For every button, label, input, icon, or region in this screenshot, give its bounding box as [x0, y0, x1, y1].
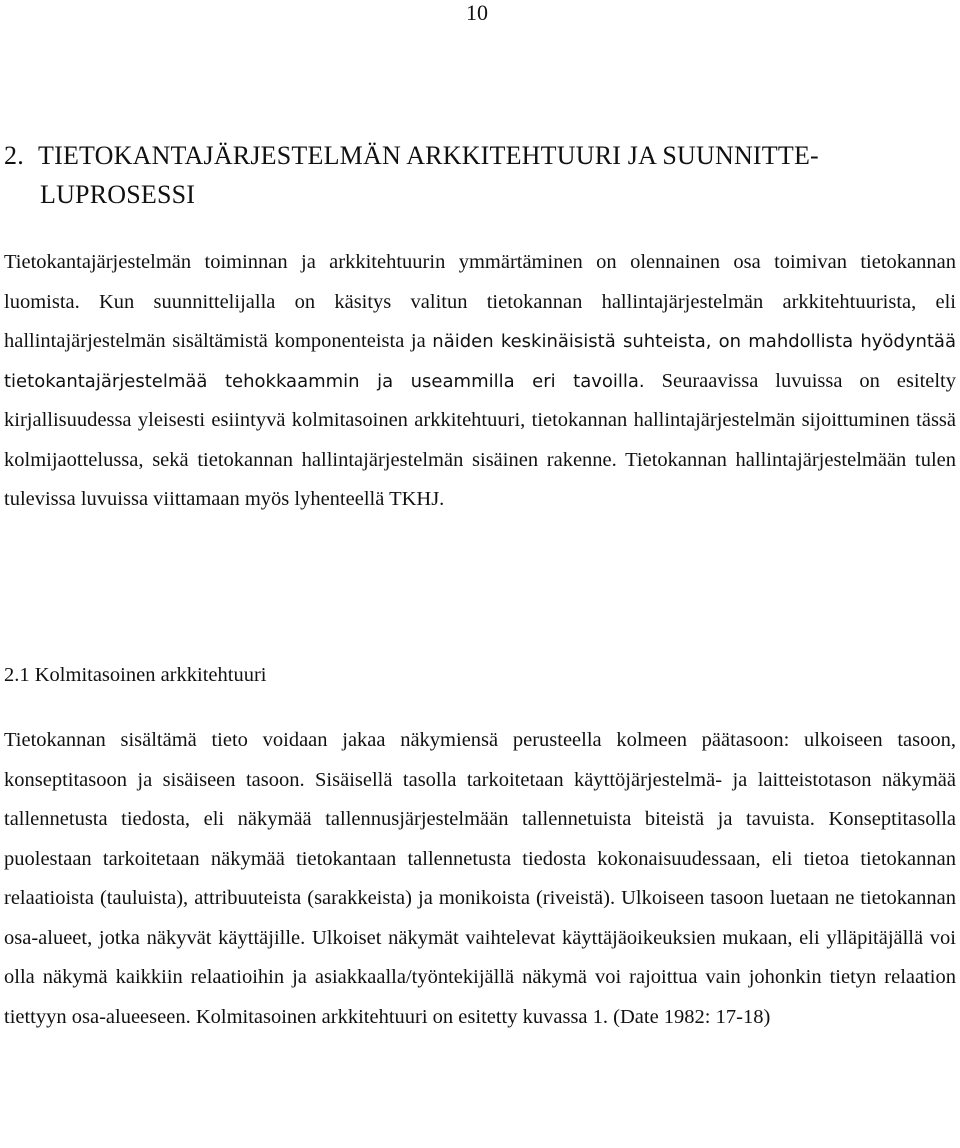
section-heading: 2.1 Kolmitasoinen arkkitehtuuri [4, 664, 267, 686]
chapter-heading [4, 136, 954, 214]
chapter-number: 2. [4, 141, 24, 170]
page-number: 10 [466, 0, 488, 25]
intro-paragraph [4, 243, 956, 520]
chapter-title-line1: TIETOKANTAJÄRJESTELMÄN ARKKITEHTUURI JA SUUNNITTE- [38, 141, 819, 170]
chapter-title-line2: LUPROSESSI [40, 180, 196, 209]
intro-text-c: Seuraavissa luvuissa on esitelty kirjallisuudessa yleisesti esiintyvä kolmitasoinen arkkitehtuuri, tietokannan hallintajärjestelmän sijoittuminen tässä kolmijaottelussa, sekä tietokannan hallintajärjestelmän sisäinen rakenne. Tietokannan hallintajärjestelmään tulen tulevissa luvuissa viittamaan myös lyhenteellä TKHJ. [4, 369, 957, 510]
intro-text-b: näiden keskinäisistä suhteista, on mahdollista hyödyntää tietokantajärjestelmää tehokkaammin ja useammilla eri tavoilla. [4, 331, 956, 392]
section-paragraph: Tietokannan sisältämä tieto voidaan jakaa näkymiensä perusteella kolmeen päätasoon: ulkoiseen tasoon, konseptitasoon ja sisäiseen tasoon. Sisäisellä tasolla tarkoitetaan käyttöjärjestelmä- ja laitteistotason näkymää tallennetusta tiedosta, eli näkymää tallennusjärjestelmään tallennetuista biteistä ja tavuista. Konseptitasolla puolestaan tarkoitetaan näkymää tietokantaan tallennetusta tiedosta kokonaisuudessaan, eli tietoa tietokannan relaatioista (tauluista), attribuuteista (sarakkeista) ja monikoista (riveistä). Ulkoiseen tasoon luetaan ne tietokannan osa-alueet, jotka näkyvät käyttäjille. Ulkoiset näkymät vaihtelevat käyttäjäoikeuksien mukaan, eli ylläpitäjällä voi olla näkymä kaikkiin relaatioihin ja asiakkaalla/työntekijällä näkymä voi rajoittua vain johonkin tietyn relaation tiettyyn osa-alueeseen. Kolmitasoinen arkkitehtuuri on esitetty kuvassa 1. (Date 1982: 17-18) [4, 729, 956, 1028]
intro-text-a: Tietokantajärjestelmän toiminnan ja arkkitehtuurin ymmärtäminen on olennainen osa toimivan tietokannan luomista. Kun suunnittelijalla on käsitys valitun tietokannan hallintajärjestelmän arkkitehtuurista, eli hallintajärjestelmän sisältämistä komponenteista ja [4, 251, 956, 352]
